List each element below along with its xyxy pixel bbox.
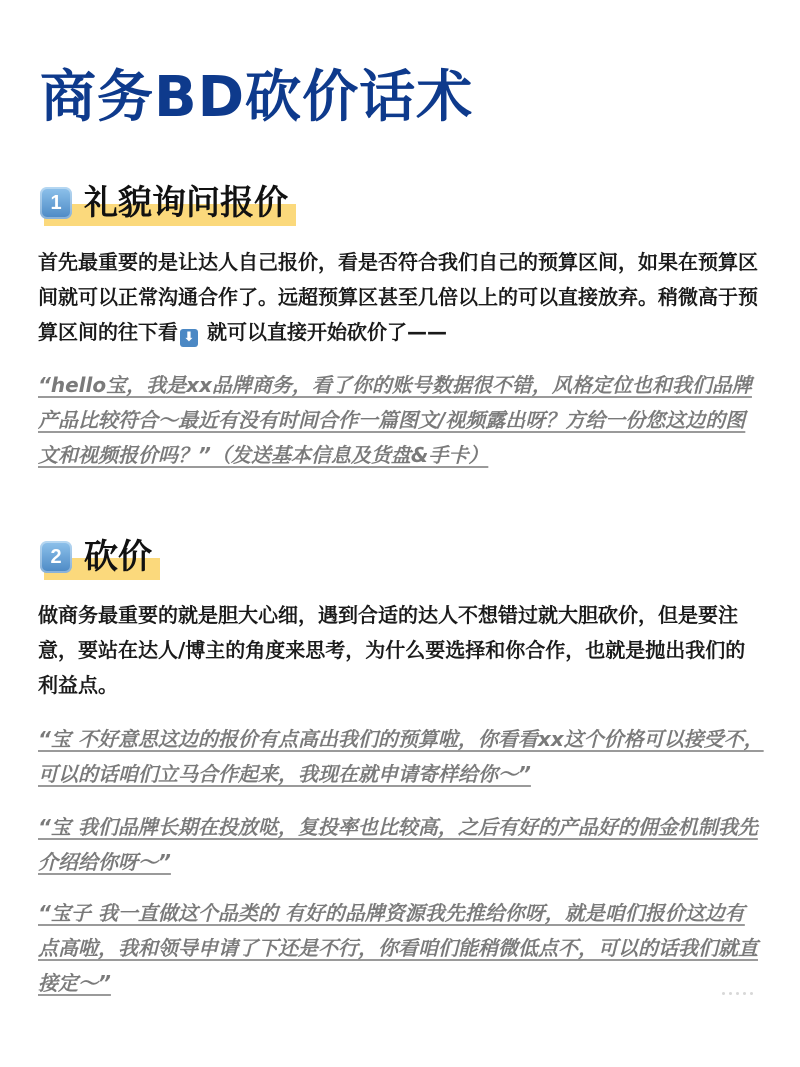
down-arrow-icon: ⬇ xyxy=(180,329,198,347)
page-title: 商务BD砍价话术 xyxy=(40,65,474,130)
section-1-quote: “hello宝，我是xx品牌商务，看了你的账号数据很不错，风格定位也和我们品牌产品比较符合～最近有没有时间合作一篇图文/视频露出呀？方给一份您这边的图文和视频报价吗？”（发送基本信息及货盘&手卡） xyxy=(38,373,752,467)
section-2-quote-1: “宝 不好意思这边的报价有点高出我们的预算啦，你看看xx这个价格可以接受不，可以的话咱们立马合作起来，我现在就申请寄样给你～” xyxy=(38,727,764,786)
section-1-body-text: 首先最重要的是让达人自己报价，看是否符合我们自己的预算区间，如果在预算区间就可以正常沟通合作了。远超预算区甚至几倍以上的可以直接放弃。稍微高于预算区间的往下看 xyxy=(38,250,758,344)
section-1-body-tail: 就可以直接开始砍价了—— xyxy=(200,320,447,344)
section-2-quote-3: “宝子 我一直做这个品类的 有好的品牌资源我先推给你呀，就是咱们报价这边有点高啦，我和领导申请了下还是不行，你看咱们能稍微低点不，可以的话我们就直接定～” xyxy=(38,901,758,995)
watermark-dots xyxy=(722,988,768,998)
section-1-heading xyxy=(40,180,288,226)
section-2-title: 砍价 xyxy=(84,537,152,577)
section-2-heading xyxy=(40,534,152,580)
number-badge-icon: 2 xyxy=(40,541,72,573)
section-2-quote-2: “宝 我们品牌长期在投放哒，复投率也比较高，之后有好的产品好的佣金机制我先介绍给你呀～” xyxy=(38,815,758,874)
number-badge-icon: 1 xyxy=(40,187,72,219)
section-1-title: 礼貌询问报价 xyxy=(84,183,288,223)
section-1-body xyxy=(38,245,764,350)
section-2-body: 做商务最重要的就是胆大心细，遇到合适的达人不想错过就大胆砍价，但是要注意，要站在达人/博主的角度来思考，为什么要选择和你合作，也就是抛出我们的利益点。 xyxy=(38,603,746,697)
